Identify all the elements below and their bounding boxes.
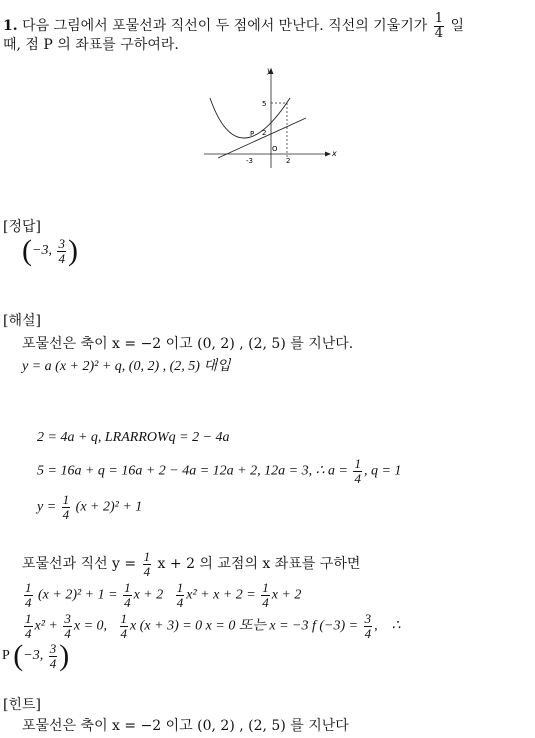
equation-2 <box>37 457 401 485</box>
left-paren: ( <box>22 234 32 267</box>
label-two-x: 2 <box>286 157 291 165</box>
intersection-line-2 <box>22 612 401 640</box>
y-axis-label: y <box>267 66 272 75</box>
x-axis-arrow <box>325 152 331 157</box>
line2-part-b: x = 0, <box>73 618 108 634</box>
answer-value <box>22 236 78 266</box>
right-paren: ) <box>67 234 78 267</box>
equation-2-start: 5 = 16a + q = 16a + 2 − 4a = 12a + 2, 12a = 3, ∴ a = <box>37 463 348 479</box>
frac-h-num: 3 <box>364 611 372 626</box>
intersection-fraction <box>143 550 152 578</box>
frac-b-den: 4 <box>124 594 131 610</box>
equation-1: 2 = 4a + q, LRARROWq = 2 − 4a <box>37 430 230 445</box>
question-line-2: 때, 점 P 의 좌표를 구하여라. <box>3 37 179 53</box>
equation-3-start: y = <box>37 499 57 515</box>
answer-denominator: 4 <box>58 250 65 266</box>
equation-2-numerator: 1 <box>354 456 361 471</box>
equation-3-end: (x + 2)² + 1 <box>75 499 143 515</box>
x-axis-label: x <box>332 149 337 158</box>
answer-fraction <box>57 237 66 265</box>
point-p-fraction <box>49 642 58 670</box>
frac-e-num: 1 <box>25 611 32 626</box>
frac-e <box>24 612 33 640</box>
frac-e-den: 4 <box>25 625 32 641</box>
point-p-denominator: 4 <box>49 655 57 671</box>
frac-a-den: 4 <box>25 594 32 610</box>
equation-2-fraction <box>353 457 362 485</box>
frac-g <box>120 612 129 640</box>
equation-2-denominator: 4 <box>354 470 361 486</box>
frac-a-num: 1 <box>25 580 32 595</box>
label-minus-three: -3 <box>246 157 253 165</box>
line2-part-d: , <box>374 618 378 634</box>
label-origin: O <box>272 145 278 153</box>
point-p-label: P <box>2 648 10 664</box>
answer-numerator: 3 <box>58 235 65 251</box>
solution-line-1: 포물선은 축이 x = −2 이고 (0, 2) , (2, 5) 를 지난다. <box>22 336 354 352</box>
question-text-1-end: 일 <box>450 18 464 35</box>
frac-f <box>63 612 72 640</box>
equation-3 <box>37 493 142 521</box>
parabola-figure <box>200 60 340 170</box>
answer-x: −3, <box>32 243 52 259</box>
intersection-intro <box>22 550 360 578</box>
frac-h-den: 4 <box>364 625 372 641</box>
question-text-1: 다음 그림에서 포물선과 직선이 두 점에서 만난다. 직선의 기울기가 <box>22 18 428 35</box>
slope-fraction <box>434 12 444 40</box>
tangent-line <box>218 118 306 158</box>
p-left-paren: ( <box>13 639 24 672</box>
label-point-p: P <box>250 130 255 138</box>
line1-part-a: (x + 2)² + 1 = <box>38 587 118 603</box>
hint-heading: [힌트] <box>3 697 41 713</box>
frac-c-num: 1 <box>176 580 184 595</box>
frac-d-den: 4 <box>262 594 269 610</box>
solution-line-2: y = a (x + 2)² + q, (0, 2) , (2, 5) 대입 <box>22 359 231 374</box>
frac-d-num: 1 <box>262 580 269 595</box>
frac-d <box>261 581 270 609</box>
slope-denominator: 4 <box>434 25 444 41</box>
hint-line-1: 포물선은 축이 x = −2 이고 (0, 2) , (2, 5) 를 지난다 <box>22 718 349 734</box>
equation-3-denominator: 4 <box>62 506 70 522</box>
line2-part-a: x² + <box>34 618 58 634</box>
intersection-line-1 <box>22 581 301 609</box>
equation-3-fraction <box>62 493 71 521</box>
line1-part-c: x² + x + 2 = <box>186 587 256 603</box>
line1-part-d: x + 2 <box>271 587 302 603</box>
line1-part-b: x + 2 <box>133 587 164 603</box>
frac-f-den: 4 <box>64 625 71 641</box>
point-p-x: −3, <box>23 648 44 664</box>
therefore-symbol: ∴ <box>391 618 401 634</box>
frac-g-den: 4 <box>120 625 128 641</box>
frac-c-den: 4 <box>176 594 184 610</box>
frac-f-num: 3 <box>64 611 71 626</box>
frac-c <box>176 581 185 609</box>
intersection-numerator: 1 <box>143 549 151 564</box>
line2-part-c: x (x + 3) = 0 x = 0 또는 x = −3 f (−3) = <box>130 618 359 634</box>
label-two: 2 <box>262 129 267 137</box>
intersection-denominator: 4 <box>143 563 151 579</box>
p-right-paren: ) <box>59 639 70 672</box>
equation-2-end: , q = 1 <box>363 463 402 479</box>
question-number: 1. <box>3 18 18 35</box>
intersection-end: x + 2 의 교점의 x 좌표를 구하면 <box>157 556 361 573</box>
frac-h <box>364 612 373 640</box>
frac-b <box>123 581 132 609</box>
frac-g-num: 1 <box>120 611 128 626</box>
frac-b-num: 1 <box>124 580 131 595</box>
solution-heading: [해설] <box>3 313 41 329</box>
label-five: 5 <box>262 100 267 108</box>
point-p-numerator: 3 <box>49 640 57 656</box>
point-p-result <box>2 641 69 671</box>
frac-a <box>24 581 33 609</box>
equation-3-numerator: 1 <box>62 492 70 507</box>
answer-heading: [정답] <box>3 219 41 235</box>
slope-numerator: 1 <box>434 11 444 26</box>
intersection-start: 포물선과 직선 y = <box>22 556 137 573</box>
